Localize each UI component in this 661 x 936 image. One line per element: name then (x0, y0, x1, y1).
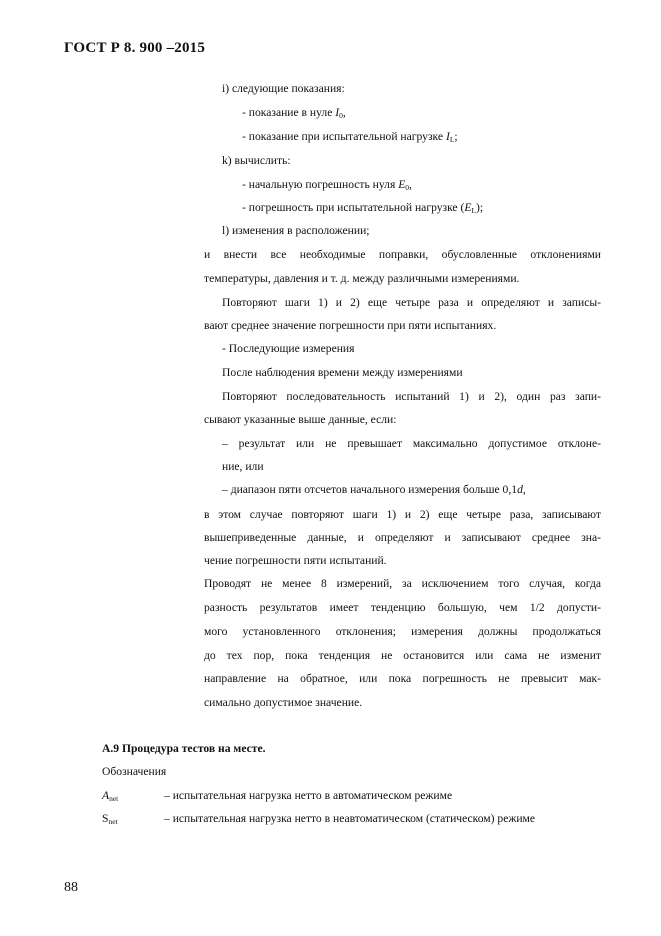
paragraph-line: - Последующие измерения (222, 342, 355, 355)
dash-item: – результат или не превышает максимально допустимое отклоне- (222, 437, 601, 450)
list-item-reading-load: - показание при испытательной нагрузке $I_L$; (242, 130, 458, 144)
paragraph-line: разность результатов имеет тенденцию большую, чем 1/2 допусти- (204, 601, 601, 614)
paragraph-line: температуры, давления и т. д. между различными измерениями. (204, 272, 520, 285)
paragraph-line: Проводят не менее 8 измерений, за исключением того случая, когда (204, 577, 601, 590)
list-item-reading-zero: - показание в нуле $I_0$, (242, 106, 346, 120)
definition-text: – испытательная нагрузка нетто в автоматическом режиме (164, 789, 453, 802)
dash-item-continuation: ние, или (222, 460, 264, 473)
paragraph-line: Повторяют шаги 1) и 2) еще четыре раза и определяют и записы- (222, 296, 601, 309)
list-item-k: k) вычислить: (222, 154, 291, 167)
list-item-i: i) следующие показания: (222, 82, 345, 95)
document-header: ГОСТ Р 8. 900 –2015 (64, 40, 206, 56)
paragraph-line: направление на обратное, или пока погрешность не превысит мак- (204, 672, 601, 685)
paragraph-line: до тех пор, пока тенденция не остановится или сама не изменит (204, 649, 601, 662)
paragraph-line: вышеприведенные данные, и определяют и записывают среднее зна- (204, 531, 601, 544)
paragraph-line: мого установленного отклонения; измерения должны продолжаться (204, 625, 601, 638)
definition-text: – испытательная нагрузка нетто в неавтоматическом (статическом) режиме (164, 812, 536, 825)
definition-symbol: $A_{net}$ (102, 789, 119, 803)
paragraph-line: в этом случае повторяют шаги 1) и 2) еще четыре раза, записывают (204, 508, 601, 521)
dash-item: – диапазон пяти отсчетов начального измерения больше 0,1d, (222, 483, 526, 496)
paragraph-line: симально допустимое значение. (204, 696, 363, 709)
section-subheading: Обозначения (102, 765, 167, 778)
list-item-zero-error: - начальную погрешность нуля $E_0$, (242, 178, 412, 192)
paragraph-line: и внести все необходимые поправки, обусловленные отклонениями (204, 248, 601, 261)
paragraph-line: После наблюдения времени между измерениями (222, 366, 463, 379)
paragraph-line: вают среднее значение погрешности при пяти испытаниях. (204, 319, 497, 332)
list-item-load-error: - погрешность при испытательной нагрузке $(E_L)$; (242, 201, 484, 215)
list-item-l: l) изменения в расположении; (222, 224, 370, 237)
paragraph-line: сывают указанные выше данные, если: (204, 413, 397, 426)
section-heading: А.9 Процедура тестов на месте. (102, 742, 266, 755)
paragraph-line: чение погрешности пяти испытаний. (204, 554, 387, 567)
paragraph-line: Повторяют последовательность испытаний 1) и 2), один раз запи- (222, 390, 601, 403)
page-number: 88 (64, 880, 78, 895)
definition-symbol: $S_{net}$ (102, 812, 118, 826)
